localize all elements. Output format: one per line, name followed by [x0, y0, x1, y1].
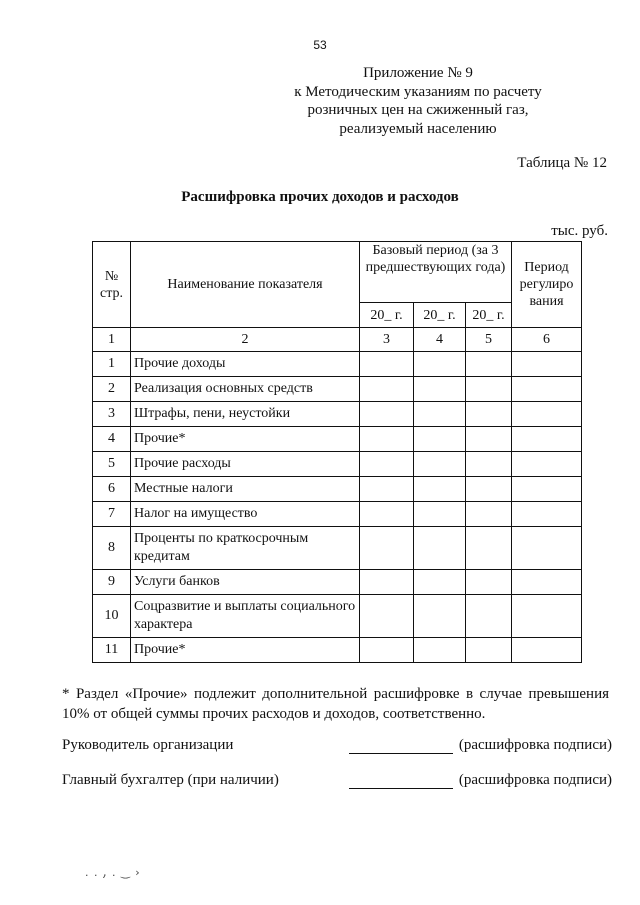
value-cell [414, 595, 466, 638]
row-number: 1 [93, 352, 131, 377]
table-row [93, 595, 582, 638]
appendix-line-3: розничных цен на сжиженный газ, [307, 102, 529, 118]
table-row [93, 377, 582, 402]
value-cell [414, 452, 466, 477]
value-cell [512, 452, 582, 477]
table-row [93, 502, 582, 527]
value-cell [466, 527, 512, 570]
value-cell [466, 377, 512, 402]
table-row [93, 527, 582, 570]
column-number: 2 [131, 328, 360, 352]
signature-blank [349, 753, 453, 754]
value-cell [512, 477, 582, 502]
value-cell [360, 527, 414, 570]
header-no-abbr: стр. [99, 285, 123, 301]
column-number: 5 [466, 328, 512, 352]
value-cell [466, 477, 512, 502]
value-cell [414, 477, 466, 502]
row-name: Проценты по краткосрочным кредитам [131, 527, 360, 570]
value-cell [512, 352, 582, 377]
row-number: 7 [93, 502, 131, 527]
value-cell [512, 570, 582, 595]
value-cell [512, 527, 582, 570]
appendix-block [253, 64, 583, 138]
signature-decoding: (расшифровка подписи) [458, 772, 612, 788]
value-cell [360, 402, 414, 427]
header-base-period: Базовый период (за 3 предшествующих года) [360, 242, 512, 303]
column-number: 4 [414, 328, 466, 352]
value-cell [360, 638, 414, 663]
value-cell [512, 427, 582, 452]
row-name: Штрафы, пени, неустойки [131, 402, 360, 427]
value-cell [360, 502, 414, 527]
value-cell [466, 402, 512, 427]
appendix-line-1: Приложение № 9 [363, 65, 473, 81]
table-row [93, 452, 582, 477]
value-cell [414, 527, 466, 570]
row-number: 4 [93, 427, 131, 452]
row-number: 11 [93, 638, 131, 663]
header-year-1: 20_ г. [360, 303, 414, 328]
signature-blank [349, 788, 453, 789]
value-cell [466, 502, 512, 527]
value-cell [512, 402, 582, 427]
header-year-3: 20_ г. [466, 303, 512, 328]
page-number: 53 [313, 38, 327, 52]
header-row-number [93, 242, 131, 328]
table-row [93, 427, 582, 452]
value-cell [360, 477, 414, 502]
value-cell [466, 452, 512, 477]
table-row [93, 638, 582, 663]
row-name: Местные налоги [131, 477, 360, 502]
row-number: 5 [93, 452, 131, 477]
value-cell [414, 377, 466, 402]
header-no-symbol: № [104, 268, 119, 284]
signature-label: Главный бухгалтер (при наличии) [62, 772, 279, 788]
row-name: Налог на имущество [131, 502, 360, 527]
table-row [93, 477, 582, 502]
value-cell [466, 595, 512, 638]
row-number: 10 [93, 595, 131, 638]
appendix-line-4: реализуемый населению [339, 120, 497, 137]
footnote: * Раздел «Прочие» подлежит дополнительной расшифровке в случае превышения 10% от общей суммы прочих расходов и доходов, соответственно. [62, 686, 609, 722]
value-cell [512, 377, 582, 402]
appendix-line-2: к Методическим указаниям по расчету [294, 83, 542, 100]
value-cell [466, 352, 512, 377]
value-cell [466, 570, 512, 595]
table-row [93, 570, 582, 595]
header-year-2: 20_ г. [414, 303, 466, 328]
row-number: 9 [93, 570, 131, 595]
value-cell [414, 402, 466, 427]
units-label: тыс. руб. [551, 223, 608, 239]
value-cell [466, 638, 512, 663]
value-cell [414, 352, 466, 377]
row-name: Реализация основных средств [131, 377, 360, 402]
signature-decoding: (расшифровка подписи) [458, 737, 612, 753]
value-cell [360, 595, 414, 638]
row-number: 6 [93, 477, 131, 502]
value-cell [414, 638, 466, 663]
expenses-table [92, 241, 582, 663]
table-row [93, 352, 582, 377]
document-title: Расшифровка прочих доходов и расходов [181, 189, 459, 205]
column-number: 1 [93, 328, 131, 352]
column-number: 3 [360, 328, 414, 352]
value-cell [512, 638, 582, 663]
value-cell [360, 377, 414, 402]
row-name: Прочие доходы [131, 352, 360, 377]
column-number: 6 [512, 328, 582, 352]
row-name: Услуги банков [131, 570, 360, 595]
value-cell [512, 502, 582, 527]
value-cell [360, 452, 414, 477]
value-cell [360, 427, 414, 452]
column-numbers-row [93, 328, 582, 352]
value-cell [512, 595, 582, 638]
value-cell [466, 427, 512, 452]
table-label: Таблица № 12 [517, 155, 607, 171]
row-name: Прочие* [131, 638, 360, 663]
header-indicator-name: Наименование показателя [131, 242, 360, 328]
row-number: 8 [93, 527, 131, 570]
row-name: Соцразвитие и выплаты социального характера [131, 595, 360, 638]
value-cell [414, 427, 466, 452]
value-cell [414, 502, 466, 527]
row-name: Прочие расходы [131, 452, 360, 477]
header-regulation-period: Период регулиро вания [512, 242, 582, 328]
value-cell [360, 570, 414, 595]
scan-mark: . . ,̣ . ‿ › [85, 866, 141, 879]
row-name: Прочие* [131, 427, 360, 452]
row-number: 3 [93, 402, 131, 427]
value-cell [414, 570, 466, 595]
row-number: 2 [93, 377, 131, 402]
value-cell [360, 352, 414, 377]
table-row [93, 402, 582, 427]
signature-label: Руководитель организации [62, 737, 234, 753]
